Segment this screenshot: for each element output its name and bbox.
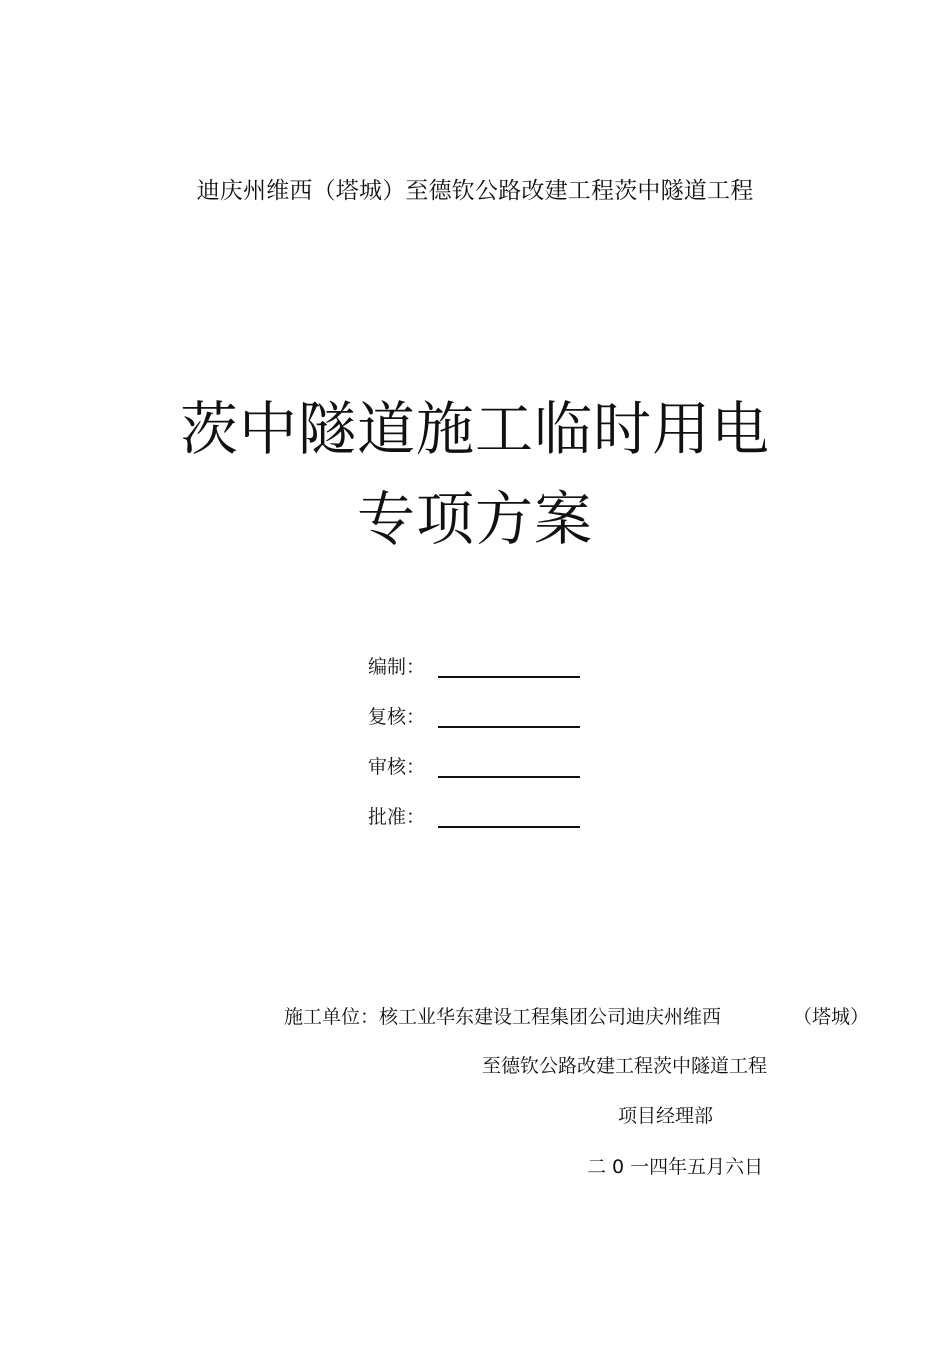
construction-unit-line2: 至德钦公路改建工程茨中隧道工程 — [482, 1055, 768, 1077]
signature-label: 复核： — [368, 706, 426, 728]
signature-line — [438, 676, 580, 678]
construction-unit-line1b: （塔城） — [793, 1006, 870, 1028]
signature-line — [438, 826, 580, 828]
signature-line — [438, 726, 580, 728]
construction-unit-line3: 项目经理部 — [618, 1105, 714, 1127]
construction-unit-line1a: 施工单位：核工业华东建设工程集团公司迪庆州维西 — [284, 1006, 722, 1028]
project-header: 迪庆州维西（塔城）至德钦公路改建工程茨中隧道工程 — [196, 178, 754, 204]
signature-line — [438, 776, 580, 778]
signature-label: 审核： — [368, 756, 426, 778]
document-date: 二 0 一四年五月六日 — [587, 1156, 764, 1178]
main-title-line2: 专项方案 — [356, 485, 593, 553]
signature-label: 编制： — [368, 656, 426, 678]
main-title-line1: 茨中隧道施工临时用电 — [179, 395, 770, 463]
signature-label: 批准： — [368, 806, 426, 828]
